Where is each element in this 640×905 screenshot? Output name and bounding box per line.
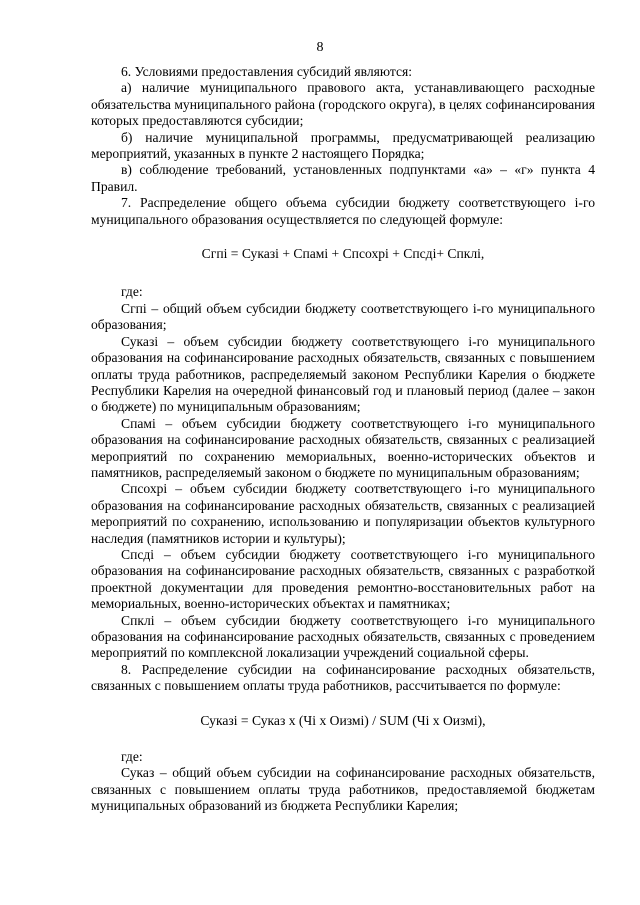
paragraph-6c: в) соблюдение требований, установленных подпунктами «а» – «г» пункта 4 Правил. [91,162,595,194]
definition-sukaz: Суказ – общий объем субсидии на софинансирование расходных обязательств, связанных с повышением оплаты труда работников, предоставляемой бюджетам муниципальных образований из бюджета Республики Карелия; [91,765,595,814]
paragraph-6b: б) наличие муниципальной программы, предусматривающей реализацию мероприятий, указанных в пункте 2 настоящего Порядка; [91,129,595,162]
definition-spami: Спамi – объем субсидии бюджету соответствующего i-го муниципального образования на софинансирование расходных обязательств, связанных с реализацией мероприятий по сохранению мемориальных, военно-исторических объектов и памятников, распределяемый законом о бюджете по муниципальным образованиям; [91,415,595,480]
definition-spsdi: Спсдi – объем субсидии бюджету соответствующего i-го муниципального образования на софинансирование расходных обязательств, связанных с разработкой проектной документации для проведения ремонтно-восстановительных работ на мемориальных, военно-исторических объектах и памятниках; [91,546,595,612]
document-body [91,64,595,815]
formula-total-subsidy: Сгпi = Суказi + Спамi + Спсохрi + Спсдi+ Спклi, [201,246,485,262]
definition-sukazi: Суказi – объем субсидии бюджету соответствующего i-го муниципального образования на софинансирование расходных обязательств, связанных с повышением оплаты труда работников, распределяемый законом Республики Карелия о бюджете Республики Карелия на очередной финансовый год и плановый период (далее – закон о бюджете) по муниципальным образованиям; [91,333,595,415]
formula-salary-subsidy: Суказi = Суказ x (Чi x Оизмi) / SUM (Чi x Оизмi), [200,712,486,728]
paragraph-8: 8. Распределение субсидии на софинансирование расходных обязательств, связанных с повышением оплаты труда работников, рассчитывается по формуле: [91,661,595,694]
definition-spkli: Спклi – объем субсидии бюджету соответствующего i-го муниципального образования на софинансирование расходных обязательств, связанных с проведением мероприятий по комплексной локализации учреждений социальной сферы. [91,612,595,661]
definition-spsohri: Спсохрi – объем субсидии бюджету соответствующего i-го муниципального образования на софинансирование расходных обязательств, связанных с реализацией мероприятий по сохранению, использованию и популяризации объектов культурного наследия (памятников истории и культуры); [91,481,595,546]
paragraph-6: 6. Условиями предоставления субсидий являются: [121,64,413,79]
page-number: 8 [316,40,324,55]
paragraph-7: 7. Распределение общего объема субсидии бюджету соответствующего i-го муниципального образования осуществляется по следующей формуле: [91,195,595,227]
paragraph-6a: а) наличие муниципального правового акта, устанавливающего расходные обязательства муниципального района (городского округа), в целях софинансирования которых предоставляются субсидии; [91,80,595,129]
where-label-1: где: [121,284,143,300]
definition-sgpi: Сгпi – общий объем субсидии бюджету соответствующего i-го муниципального образования; [91,300,595,333]
where-label-2: где: [121,749,143,765]
